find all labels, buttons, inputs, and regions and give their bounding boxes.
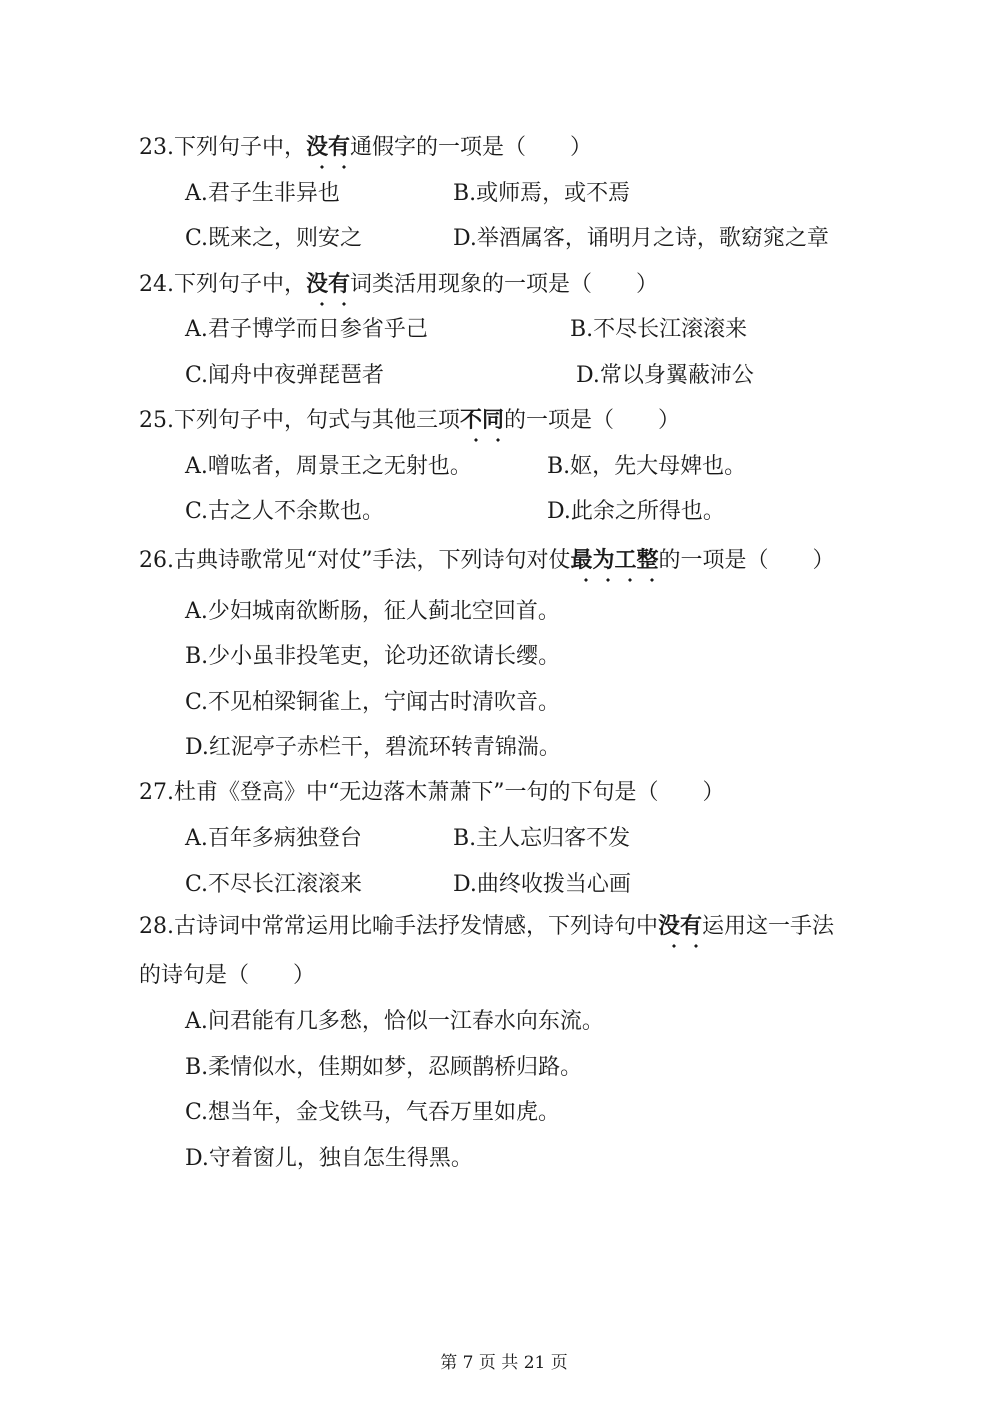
question-28-stem-line2: 的诗句是（ ） — [139, 963, 316, 988]
question-28-stem: 28.古诗词中常常运用比喻手法抒发情感，下列诗句中没有运用这一手法 — [139, 912, 834, 942]
question-24-option-a: A.君子博学而日参省乎己 — [185, 317, 428, 342]
question-25-option-a: A.噌吰者，周景王之无射也。 — [185, 454, 472, 479]
emphasis-marked-text: 没有 — [306, 133, 350, 163]
question-26-option-a: A.少妇城南欲断肠，征人蓟北空回首。 — [185, 599, 560, 624]
question-28-option-b: B.柔情似水，佳期如梦，忍顾鹊桥归路。 — [185, 1055, 583, 1080]
question-23-option-c: C.既来之，则安之 — [185, 226, 363, 251]
question-25-option-c: C.古之人不余欺也。 — [185, 499, 385, 524]
question-26-option-d: D.红泥亭子赤栏干，碧流环转青锦湍。 — [185, 735, 561, 760]
question-24-option-b: B.不尽长江滚滚来 — [570, 317, 748, 342]
emphasis-marked-text: 不同 — [460, 406, 504, 436]
question-27-option-a: A.百年多病独登台 — [185, 826, 362, 851]
question-26-option-b: B.少小虽非投笔吏，论功还欲请长缨。 — [185, 644, 561, 669]
question-24-option-d: D.常以身翼蔽沛公 — [576, 363, 754, 388]
question-23-option-a: A.君子生非异也 — [185, 181, 340, 206]
question-23-option-b: B.或师焉，或不焉 — [453, 181, 631, 206]
question-26-stem: 26.古典诗歌常见“对仗”手法，下列诗句对仗最为工整的一项是（ ） — [139, 546, 835, 576]
question-26-option-c: C.不见柏梁铜雀上，宁闻古时清吹音。 — [185, 690, 561, 715]
question-28-option-c: C.想当年，金戈铁马，气吞万里如虎。 — [185, 1100, 561, 1125]
question-27-option-b: B.主人忘归客不发 — [453, 826, 631, 851]
question-25-option-d: D.此余之所得也。 — [547, 499, 725, 524]
question-24-option-c: C.闻舟中夜弹琵琶者 — [185, 363, 385, 388]
emphasis-marked-text: 没有 — [306, 270, 350, 300]
question-28-option-a: A.问君能有几多愁，恰似一江春水向东流。 — [185, 1009, 604, 1034]
question-25-option-b: B.妪，先大母婢也。 — [547, 454, 747, 479]
emphasis-marked-text: 没有 — [658, 912, 702, 942]
question-28-option-d: D.守着窗儿，独自怎生得黑。 — [185, 1146, 473, 1171]
question-27-option-c: C.不尽长江滚滚来 — [185, 872, 363, 897]
question-23-stem: 23.下列句子中，没有通假字的一项是（ ） — [139, 133, 592, 163]
question-25-stem: 25.下列句子中，句式与其他三项不同的一项是（ ） — [139, 406, 680, 436]
page-footer: 第 7 页 共 21 页 — [440, 1353, 568, 1373]
emphasis-marked-text: 最为工整 — [570, 546, 658, 576]
question-27-option-d: D.曲终收拨当心画 — [453, 872, 631, 897]
question-23-option-d: D.举酒属客，诵明月之诗，歌窈窕之章 — [453, 226, 829, 251]
question-27-stem: 27.杜甫《登高》中“无边落木萧萧下”一句的下句是（ ） — [139, 780, 725, 805]
question-24-stem: 24.下列句子中，没有词类活用现象的一项是（ ） — [139, 270, 658, 300]
